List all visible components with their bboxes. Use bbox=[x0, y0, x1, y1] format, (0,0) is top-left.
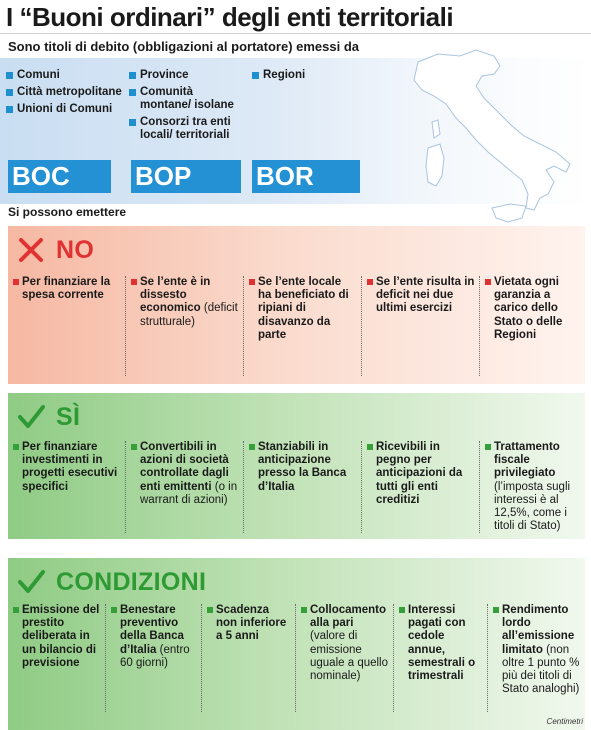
check-icon bbox=[16, 567, 46, 597]
list-item: Se l’ente risulta in deficit nei due ultimi esercizi bbox=[362, 276, 480, 376]
issuer-item: Comuni bbox=[6, 69, 126, 82]
list-item: Rendimento lordo all’emissione limitato (non oltre 1 punto % più dei titoli di Stato analoghi) bbox=[488, 604, 585, 712]
code-boc: BOC bbox=[8, 160, 111, 193]
square-bullet-icon bbox=[131, 444, 137, 450]
square-bullet-icon bbox=[6, 89, 13, 96]
list-item: Trattamento fiscale privilegiato (l’imposta sugli interessi è al 12,5%, come i titoli di Stato) bbox=[480, 441, 585, 533]
square-bullet-icon bbox=[13, 607, 19, 613]
issuer-item: Consorzi tra enti locali/ territoriali bbox=[129, 116, 247, 142]
square-bullet-icon bbox=[252, 72, 259, 79]
italy-map-icon bbox=[398, 40, 578, 230]
page-title: I “Buoni ordinari” degli enti territoriali bbox=[6, 2, 454, 32]
list-item: Per finanziare investimenti in progetti esecutivi specifici bbox=[8, 441, 126, 533]
square-bullet-icon bbox=[301, 607, 307, 613]
square-bullet-icon bbox=[129, 89, 136, 96]
issuer-item: Comunità montane/ isolane bbox=[129, 86, 247, 112]
list-item: Ricevibili in pegno per anticipazioni da tutti gli enti creditizi bbox=[362, 441, 480, 533]
cross-icon bbox=[16, 235, 46, 265]
square-bullet-icon bbox=[249, 279, 255, 285]
square-bullet-icon bbox=[111, 607, 117, 613]
condizioni-columns bbox=[8, 604, 585, 712]
subtitle: Sono titoli di debito (obbligazioni al portatore) emessi da bbox=[8, 39, 360, 54]
square-bullet-icon bbox=[485, 444, 491, 450]
square-bullet-icon bbox=[367, 444, 373, 450]
issuer-item: Province bbox=[129, 69, 247, 82]
list-item: Scadenza non inferiore a 5 anni bbox=[202, 604, 296, 712]
list-item: Emissione del prestito deliberata in un bilancio di previsione bbox=[8, 604, 106, 712]
issuer-column-boc bbox=[6, 69, 126, 120]
no-columns bbox=[8, 276, 585, 376]
list-item: Interessi pagati con cedole annue, semestrali o trimestrali bbox=[394, 604, 488, 712]
no-header bbox=[16, 232, 94, 268]
si-panel bbox=[8, 393, 585, 539]
no-panel bbox=[8, 226, 585, 384]
list-item: Collocamento alla pari (valore di emissione uguale a quello nominale) bbox=[296, 604, 394, 712]
square-bullet-icon bbox=[485, 279, 491, 285]
square-bullet-icon bbox=[129, 72, 136, 79]
list-item: Se l’ente locale ha beneficiato di ripiani di disavanzo da parte bbox=[244, 276, 362, 376]
check-icon bbox=[16, 402, 46, 432]
list-item: Benestare preventivo della Banca d’Italia (entro 60 giorni) bbox=[106, 604, 202, 712]
issuer-item: Unioni di Comuni bbox=[6, 103, 126, 116]
list-item: Convertibili in azioni di società controllate dagli enti emittenti (o in warrant di azioni) bbox=[126, 441, 244, 533]
list-item: Stanziabili in anticipazione presso la Banca d’Italia bbox=[244, 441, 362, 533]
condizioni-label: CONDIZIONI bbox=[56, 567, 207, 596]
issuer-item: Regioni bbox=[252, 69, 362, 82]
list-item: Se l’ente è in dissesto economico (deficit strutturale) bbox=[126, 276, 244, 376]
condizioni-panel bbox=[8, 558, 585, 730]
square-bullet-icon bbox=[399, 607, 405, 613]
code-bop: BOP bbox=[131, 160, 241, 193]
can-issue-label: Si possono emettere bbox=[8, 205, 127, 219]
title-divider bbox=[0, 33, 591, 34]
square-bullet-icon bbox=[6, 72, 13, 79]
square-bullet-icon bbox=[13, 444, 19, 450]
square-bullet-icon bbox=[249, 444, 255, 450]
issuer-column-bor bbox=[252, 69, 362, 86]
si-columns bbox=[8, 441, 585, 533]
issuer-item: Città metropolitane bbox=[6, 86, 126, 99]
square-bullet-icon bbox=[6, 106, 13, 113]
square-bullet-icon bbox=[367, 279, 373, 285]
condizioni-header bbox=[16, 564, 206, 600]
no-label: NO bbox=[56, 235, 95, 264]
issuer-column-bop bbox=[129, 69, 247, 146]
si-label: SÌ bbox=[56, 402, 81, 431]
code-bor: BOR bbox=[252, 160, 360, 193]
list-item: Per finanziare la spesa corrente bbox=[8, 276, 126, 376]
square-bullet-icon bbox=[129, 119, 136, 126]
square-bullet-icon bbox=[493, 607, 499, 613]
si-header bbox=[16, 399, 80, 435]
square-bullet-icon bbox=[131, 279, 137, 285]
square-bullet-icon bbox=[13, 279, 19, 285]
list-item: Vietata ogni garanzia a carico dello Stato o delle Regioni bbox=[480, 276, 585, 376]
credit-logo: Centimetri bbox=[546, 717, 583, 726]
square-bullet-icon bbox=[207, 607, 213, 613]
